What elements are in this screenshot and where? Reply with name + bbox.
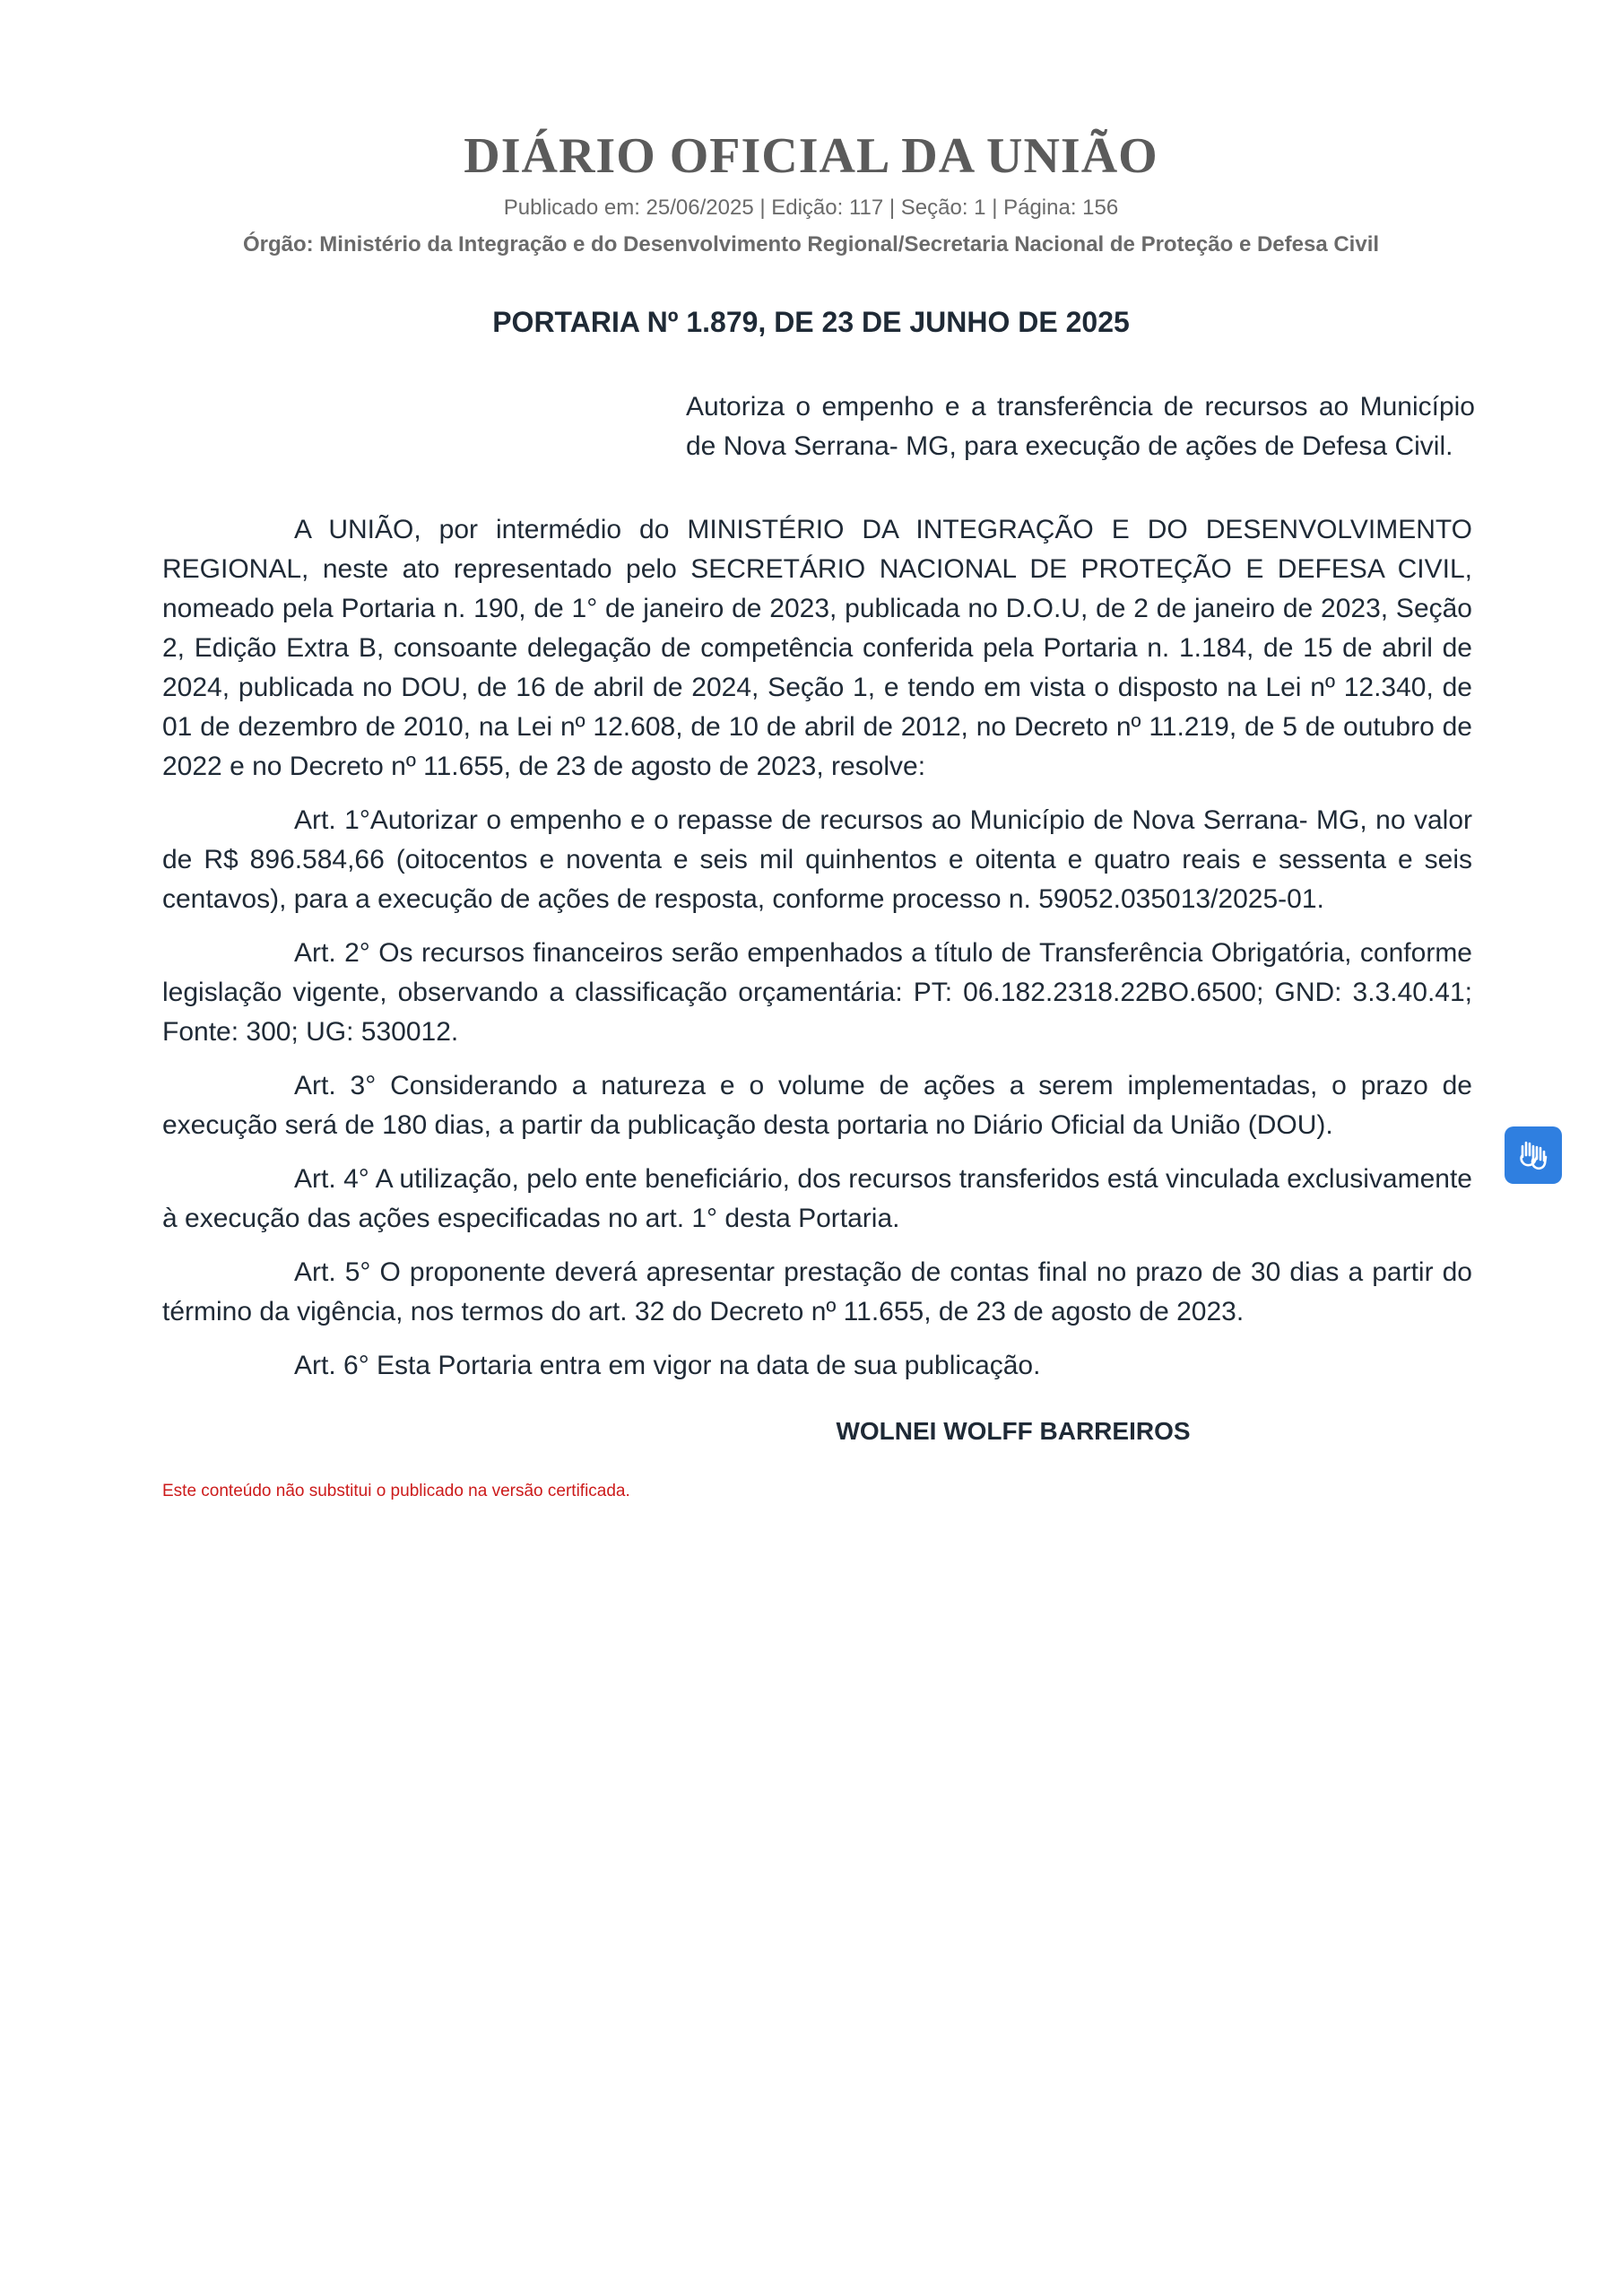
sign-language-hands-icon (1514, 1134, 1553, 1178)
article-1: Art. 1°Autorizar o empenho e o repasse de recursos ao Município de Nova Serrana- MG, no valor de R$ 896.584,66 (oitocentos e noventa e seis mil quinhentos e oitenta e quatro reais e sessenta e seis centavos), para a execução de ações de resposta, conforme processo n. 59052.035013/2025-01. (162, 805, 1472, 914)
article-6: Art. 6° Esta Portaria entra em vigor na data de sua publicação. (294, 1351, 1041, 1380)
publication-info: Publicado em: 25/06/2025 | Edição: 117 | Seção: 1 | Página: 156 (503, 196, 1119, 220)
accessibility-button[interactable] (1505, 1126, 1562, 1184)
article-5: Art. 5° O proponente deverá apresentar prestação de contas final no prazo de 30 dias a partir do término da vigência, nos termos do art. 32 do Decreto nº 11.655, de 23 de agosto de 2023. (162, 1257, 1472, 1326)
ementa: Autoriza o empenho e a transferência de recursos ao Município de Nova Serrana- MG, para execução de ações de Defesa Civil. (686, 392, 1475, 461)
orgao-line: Órgão: Ministério da Integração e do Desenvolvimento Regional/Secretaria Nacional de Proteção e Defesa Civil (242, 232, 1380, 257)
masthead-title: DIÁRIO OFICIAL DA UNIÃO (464, 128, 1158, 184)
document-body (162, 510, 1472, 1400)
article-3: Art. 3° Considerando a natureza e o volume de ações a serem implementadas, o prazo de execução será de 180 dias, a partir da publicação desta portaria no Diário Oficial da União (DOU). (162, 1071, 1472, 1140)
preamble-paragraph: A UNIÃO, por intermédio do MINISTÉRIO DA INTEGRAÇÃO E DO DESENVOLVIMENTO REGIONAL, neste ato representado pelo SECRETÁRIO NACIONAL DE PROTEÇÃO E DEFESA CIVIL, nomeado pela Portaria n. 190, de 1° de janeiro de 2023, publicada no D.O.U, de 2 de janeiro de 2023, Seção 2, Edição Extra B, consoante delegação de competência conferida pela Portaria n. 1.184, de 15 de abril de 2024, publicada no DOU, de 16 de abril de 2024, Seção 1, e tendo em vista o disposto na Lei nº 12.340, de 01 de dezembro de 2010, na Lei nº 12.608, de 10 de abril de 2012, no Decreto nº 11.219, de 5 de outubro de 2022 e no Decreto nº 11.655, de 23 de agosto de 2023, resolve: (162, 515, 1472, 781)
certification-disclaimer: Este conteúdo não substitui o publicado na versão certificada. (162, 1482, 630, 1500)
signature: WOLNEI WOLFF BARREIROS (836, 1417, 1191, 1445)
portaria-title: PORTARIA Nº 1.879, DE 23 DE JUNHO DE 2025 (492, 306, 1130, 338)
article-2: Art. 2° Os recursos financeiros serão empenhados a título de Transferência Obrigatória, conforme legislação vigente, observando a classificação orçamentária: PT: 06.182.2318.22BO.6500; GND: 3.3.40.41; Fonte: 300; UG: 530012. (162, 938, 1472, 1047)
article-4: Art. 4° A utilização, pelo ente beneficiário, dos recursos transferidos está vinculada exclusivamente à execução das ações especificadas no art. 1° desta Portaria. (162, 1164, 1472, 1233)
